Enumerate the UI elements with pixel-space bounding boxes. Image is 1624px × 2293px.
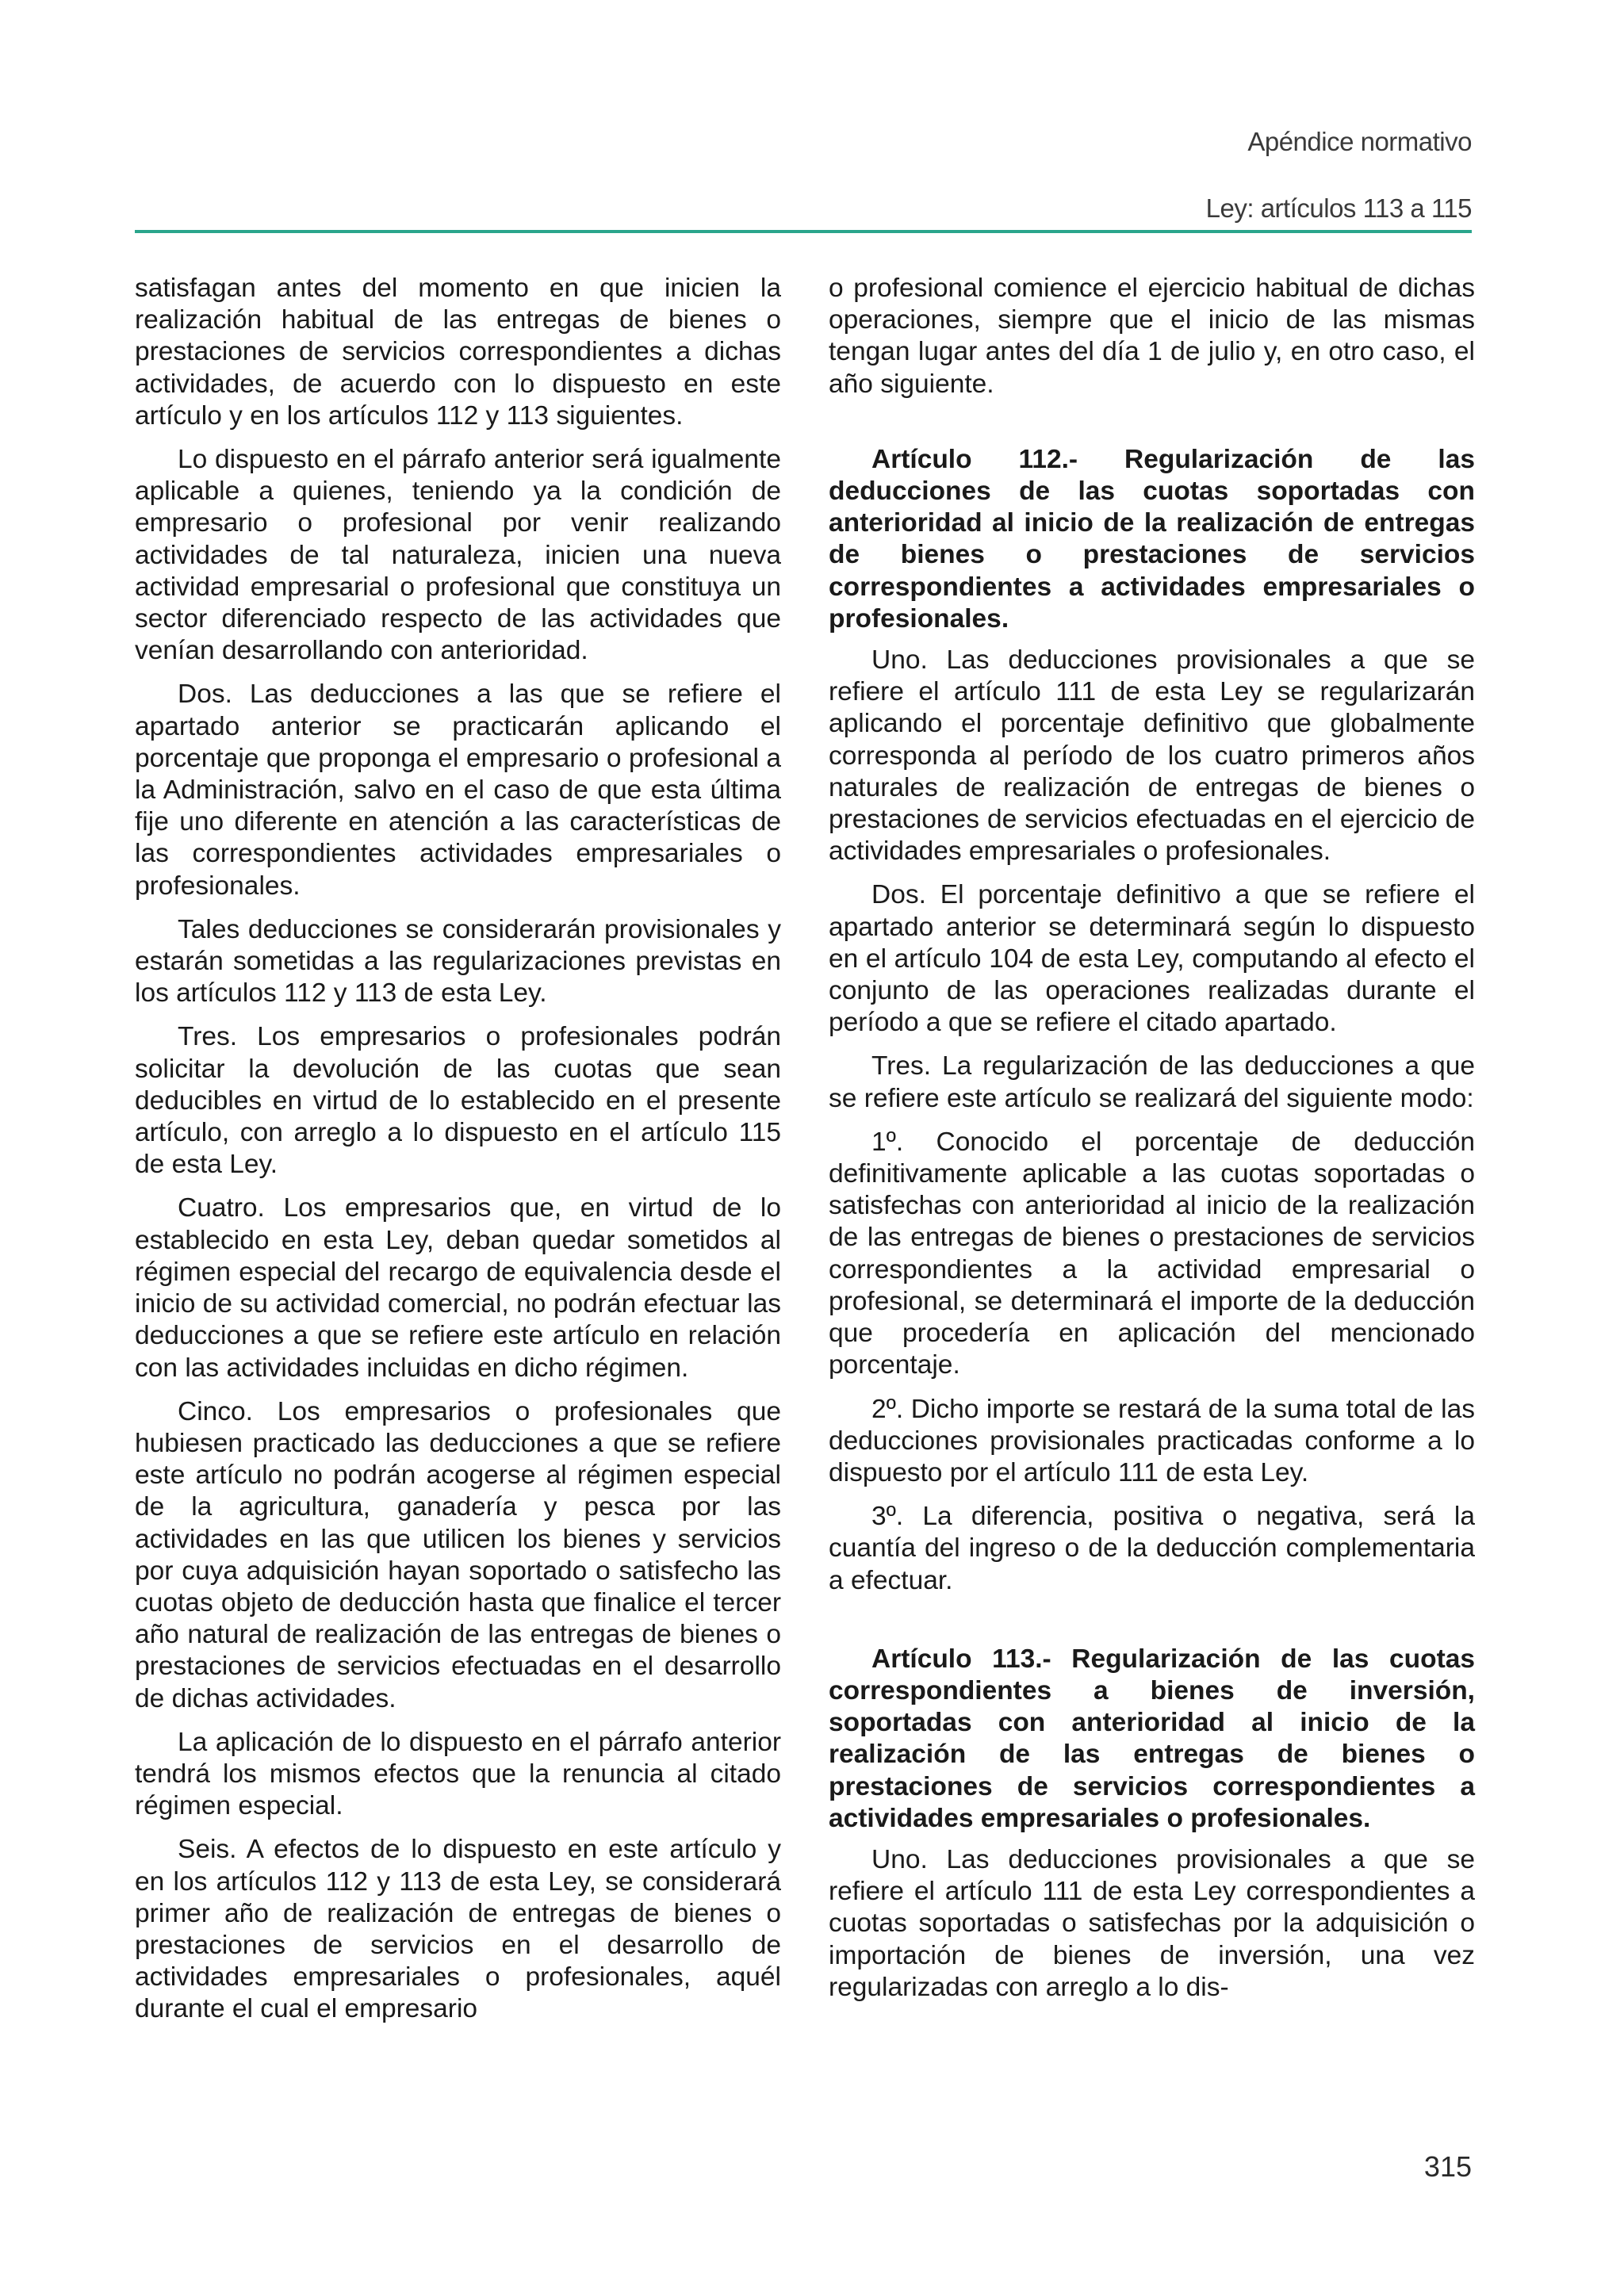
running-header-articles: Ley: artículos 113 a 115 xyxy=(1205,193,1472,223)
paragraph: Uno. Las deducciones provisionales a que se refiere el artículo 111 de esta Ley se regularizarán aplicando el porcentaje definitivo que globalmente corresponda al período de los cuatro primeros años naturales de realización de entregas de bienes o prestaciones de servicios efectuadas en el ejercicio de actividades empresariales o profesionales. xyxy=(829,645,1475,867)
right-column xyxy=(829,273,1475,2015)
paragraph: Dos. Las deducciones a las que se refiere el apartado anterior se practicarán aplicando el porcentaje que proponga el empresario o profesional a la Administración, salvo en el caso de que esta última fije uno diferente en atención a las características de las correspondientes actividades empresariales o profesionales. xyxy=(135,679,781,901)
paragraph: Tres. La regularización de las deducciones a que se refiere este artículo se realizará del siguiente modo: xyxy=(829,1051,1475,1113)
paragraph: Cinco. Los empresarios o profesionales que hubiesen practicado las deducciones a que se refiere este artículo no podrán acogerse al régimen especial de la agricultura, ganadería y pesca por las actividades en las que utilicen los bienes y servicios por cuya adquisición hayan soportado o satisfecho las cuotas objeto de deducción hasta que finalice el tercer año natural de realización de las entregas de bienes o prestaciones de servicios efectuadas en el desarrollo de dichas actividades. xyxy=(135,1396,781,1713)
paragraph: o profesional comience el ejercicio habitual de dichas operaciones, siempre que el inicio de las mismas tengan lugar antes del día 1 de julio y, en otro caso, el año siguiente. xyxy=(829,274,1475,399)
paragraph: 1º. Conocido el porcentaje de deducción definitivamente aplicable a las cuotas soportadas o satisfechas con anterioridad al inicio de la realización de las entregas de bienes o prestaciones de servicios correspondientes a la actividad empresarial o profesional, se determinará el importe de la deducción que procedería en aplicación del mencionado porcentaje. xyxy=(829,1127,1475,1380)
paragraph: Tres. Los empresarios o profesionales podrán solicitar la devolución de las cuotas que sean deducibles en virtud de lo establecido en el presente artículo, con arreglo a lo dispuesto en el artículo 115 de esta Ley. xyxy=(135,1022,781,1180)
paragraph: Lo dispuesto en el párrafo anterior será igualmente aplicable a quienes, teniendo ya la condición de empresario o profesional por venir realizando actividades de tal naturaleza, inicien una nueva actividad empresarial o profesional que constituya un sector diferenciado respecto de las actividades que venían desarrollando con anterioridad. xyxy=(135,445,781,666)
paragraph: 2º. Dicho importe se restará de la suma total de las deducciones provisionales practicadas conforme a lo dispuesto por el artículo 111 de esta Ley. xyxy=(829,1394,1475,1487)
paragraph: Uno. Las deducciones provisionales a que se refiere el artículo 111 de esta Ley correspondientes a cuotas soportadas o satisfechas por la adquisición o importación de bienes de inversión, una vez regularizadas con arreglo a lo dis- xyxy=(829,1844,1475,2002)
paragraph: La aplicación de lo dispuesto en el párrafo anterior tendrá los mismos efectos que la renuncia al citado régimen especial. xyxy=(135,1727,781,1821)
paragraph: Cuatro. Los empresarios que, en virtud de lo establecido en esta Ley, deban quedar sometidos al régimen especial del recargo de equivalencia desde el inicio de su actividad comercial, no podrán efectuar las deducciones a que se refiere este artículo en relación con las actividades incluidas en dicho régimen. xyxy=(135,1193,781,1383)
article-113-heading: Artículo 113.- Regularización de las cuotas correspondientes a bienes de inversión, soportadas con anterioridad al inicio de la realización de las entregas de bienes o prestaciones de servicios correspondientes a actividades empresariales o profesionales. xyxy=(829,1644,1475,1833)
paragraph: 3º. La diferencia, positiva o negativa, será la cuantía del ingreso o de la deducción complementaria a efectuar. xyxy=(829,1502,1475,1595)
paragraph: Dos. El porcentaje definitivo a que se refiere el apartado anterior se determinará según lo dispuesto en el artículo 104 de esta Ley, computando al efecto el conjunto de las operaciones realizadas durante el período a que se refiere el citado apartado. xyxy=(829,880,1475,1038)
paragraph: Seis. A efectos de lo dispuesto en este artículo y en los artículos 112 y 113 de esta Ley, se considerará primer año de realización de entregas de bienes o prestaciones de servicios en el desarrollo de actividades empresariales o profesionales, aquél durante el cual el empresario xyxy=(135,1835,781,2024)
article-112-heading: Artículo 112.- Regularización de las deducciones de las cuotas soportadas con anterioridad al inicio de la realización de entregas de bienes o prestaciones de servicios correspondientes a actividades empresariales o profesionales. xyxy=(829,444,1475,634)
running-header-section: Apéndice normativo xyxy=(1247,127,1472,156)
page-number: 315 xyxy=(1423,2150,1472,2183)
header-rule xyxy=(135,230,1472,233)
paragraph: Tales deducciones se considerarán provisionales y estarán sometidas a las regularizaciones previstas en los artículos 112 y 113 de esta Ley. xyxy=(135,914,781,1009)
paragraph: satisfagan antes del momento en que inicien la realización habitual de las entregas de bienes o prestaciones de servicios correspondientes a dichas actividades, de acuerdo con lo dispuesto en este artículo y en los artículos 112 y 113 siguientes. xyxy=(135,274,781,431)
left-column xyxy=(135,273,781,2038)
